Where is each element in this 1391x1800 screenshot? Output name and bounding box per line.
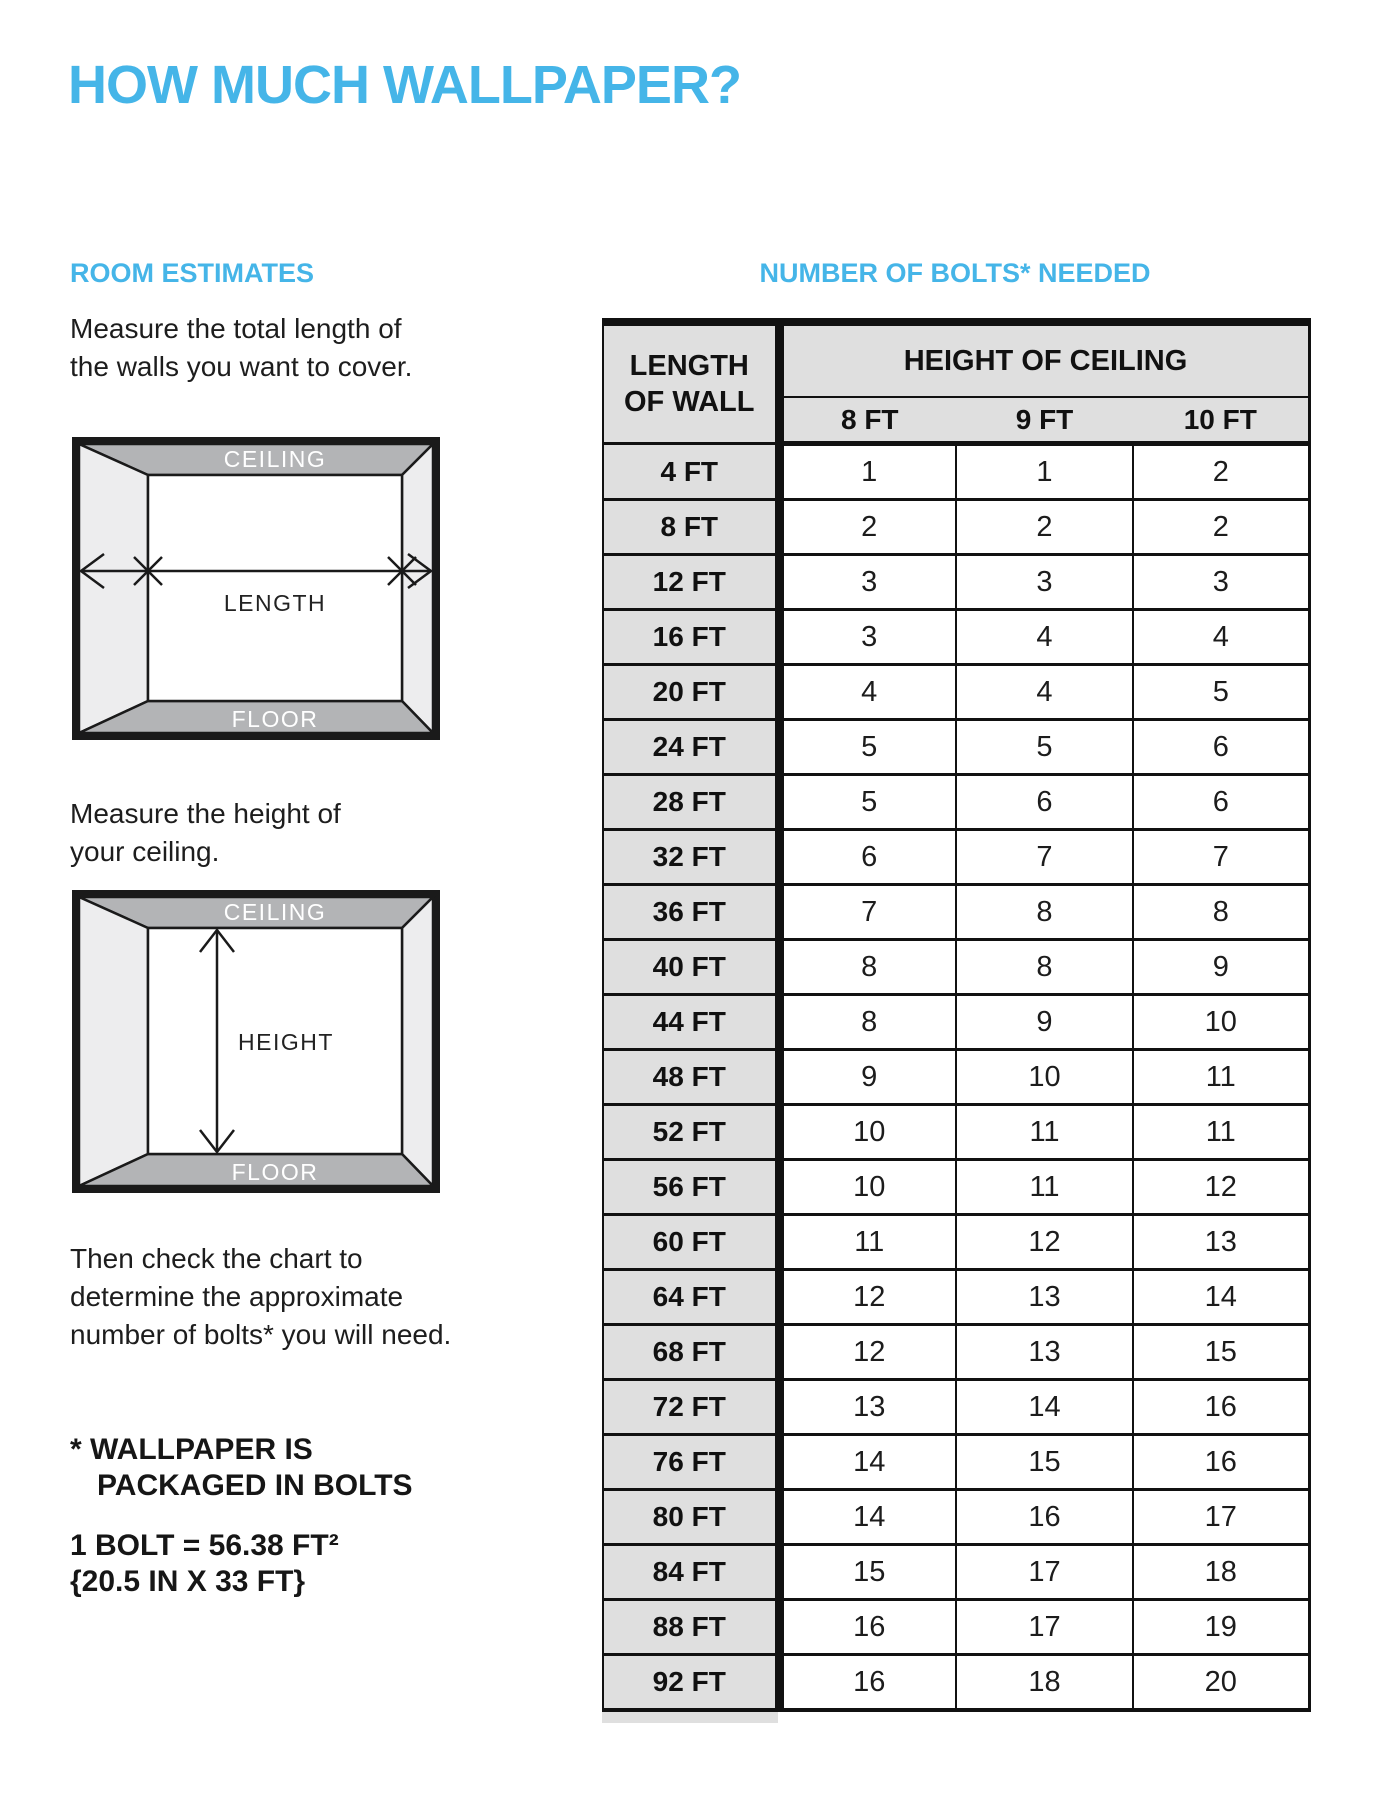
- row-label: 56 FT: [603, 1160, 779, 1215]
- col-header-10ft: 10 FT: [1133, 397, 1309, 444]
- bolt-count-cell: 1: [956, 444, 1133, 500]
- row-label: 52 FT: [603, 1105, 779, 1160]
- bolt-count-cell: 7: [1133, 830, 1309, 885]
- row-label: 64 FT: [603, 1270, 779, 1325]
- right-wall: [402, 897, 433, 1186]
- right-wall: [402, 444, 433, 733]
- bolt-count-cell: 8: [1133, 885, 1309, 940]
- table-header-row: [603, 322, 1309, 397]
- bolt-table-body: [603, 444, 1309, 1711]
- page-title: HOW MUCH WALLPAPER?: [68, 55, 741, 115]
- instruction-line: Measure the height of: [70, 798, 341, 829]
- table-row: [603, 830, 1309, 885]
- instruction-step1: [70, 310, 412, 386]
- table-row: [603, 1655, 1309, 1711]
- row-label: 4 FT: [603, 444, 779, 500]
- bolt-count-cell: 4: [956, 665, 1133, 720]
- row-label: 60 FT: [603, 1215, 779, 1270]
- bolt-count-cell: 8: [779, 995, 956, 1050]
- instruction-step2: [70, 795, 341, 871]
- row-label: 44 FT: [603, 995, 779, 1050]
- bolt-spec: [70, 1528, 339, 1600]
- bolt-count-cell: 6: [779, 830, 956, 885]
- bolt-spec-line: 1 BOLT = 56.38 FT²: [70, 1529, 339, 1562]
- row-label: 48 FT: [603, 1050, 779, 1105]
- instruction-line: your ceiling.: [70, 836, 220, 867]
- table-bottom-tab: [602, 1712, 778, 1723]
- bolt-count-cell: 5: [956, 720, 1133, 775]
- bolt-count-cell: 11: [1133, 1105, 1309, 1160]
- bolt-count-cell: 16: [779, 1600, 956, 1655]
- table-row: [603, 1435, 1309, 1490]
- bolt-count-cell: 2: [1133, 444, 1309, 500]
- bolt-count-cell: 8: [956, 940, 1133, 995]
- row-label: 28 FT: [603, 775, 779, 830]
- row-label: 88 FT: [603, 1600, 779, 1655]
- bolt-count-cell: 5: [779, 775, 956, 830]
- footnote-line: * WALLPAPER IS: [70, 1433, 313, 1466]
- instruction-line: determine the approximate: [70, 1281, 404, 1312]
- table-row: [603, 1600, 1309, 1655]
- table-row: [603, 555, 1309, 610]
- bolt-count-cell: 2: [956, 500, 1133, 555]
- bolt-count-cell: 6: [1133, 720, 1309, 775]
- bolt-count-cell: 16: [1133, 1435, 1309, 1490]
- room-length-diagram: [72, 437, 440, 740]
- row-axis-header: [603, 322, 779, 444]
- bolt-count-cell: 11: [956, 1105, 1133, 1160]
- bolt-count-cell: 14: [1133, 1270, 1309, 1325]
- bolt-count-cell: 11: [779, 1215, 956, 1270]
- bolt-count-cell: 16: [956, 1490, 1133, 1545]
- bolt-count-cell: 11: [956, 1160, 1133, 1215]
- bolt-count-cell: 4: [779, 665, 956, 720]
- bolt-count-cell: 13: [1133, 1215, 1309, 1270]
- col-axis-header: HEIGHT OF CEILING: [779, 322, 1309, 397]
- bolt-count-cell: 18: [1133, 1545, 1309, 1600]
- bolt-count-cell: 2: [1133, 500, 1309, 555]
- row-label: 72 FT: [603, 1380, 779, 1435]
- instruction-line: Then check the chart to: [70, 1243, 363, 1274]
- bolt-count-cell: 16: [1133, 1380, 1309, 1435]
- bolt-count-cell: 16: [779, 1655, 956, 1711]
- row-label: 32 FT: [603, 830, 779, 885]
- bolt-spec-line: {20.5 IN X 33 FT}: [70, 1565, 306, 1598]
- bolt-count-cell: 6: [1133, 775, 1309, 830]
- room-height-diagram: [72, 890, 440, 1193]
- length-label: LENGTH: [223, 590, 327, 616]
- bolt-count-cell: 15: [779, 1545, 956, 1600]
- bolt-count-cell: 7: [956, 830, 1133, 885]
- bolt-count-cell: 12: [779, 1325, 956, 1380]
- bolt-count-cell: 15: [956, 1435, 1133, 1490]
- table-row: [603, 775, 1309, 830]
- bolt-count-cell: 17: [956, 1545, 1133, 1600]
- bolt-table: [602, 318, 1311, 1712]
- bolt-count-cell: 9: [1133, 940, 1309, 995]
- bolt-count-cell: 10: [779, 1105, 956, 1160]
- table-row: [603, 1105, 1309, 1160]
- bolt-count-cell: 2: [779, 500, 956, 555]
- row-label: 92 FT: [603, 1655, 779, 1711]
- bolt-count-cell: 18: [956, 1655, 1133, 1711]
- left-wall: [79, 897, 148, 1186]
- bolt-count-cell: 12: [779, 1270, 956, 1325]
- height-label: HEIGHT: [238, 1029, 334, 1055]
- table-row: [603, 1270, 1309, 1325]
- back-wall: [148, 475, 402, 701]
- table-row: [603, 500, 1309, 555]
- col-header-9ft: 9 FT: [956, 397, 1133, 444]
- row-axis-line: LENGTH: [629, 350, 749, 382]
- row-label: 24 FT: [603, 720, 779, 775]
- bolt-count-cell: 3: [779, 555, 956, 610]
- wallpaper-footnote: [70, 1432, 413, 1504]
- row-label: 16 FT: [603, 610, 779, 665]
- table-row: [603, 1545, 1309, 1600]
- bolt-count-cell: 10: [1133, 995, 1309, 1050]
- table-row: [603, 720, 1309, 775]
- bolt-count-cell: 10: [956, 1050, 1133, 1105]
- bolt-count-cell: 10: [779, 1160, 956, 1215]
- instruction-line: number of bolts* you will need.: [70, 1319, 452, 1350]
- bolt-count-cell: 13: [779, 1380, 956, 1435]
- bolt-count-cell: 3: [1133, 555, 1309, 610]
- row-label: 8 FT: [603, 500, 779, 555]
- floor-label: FLOOR: [231, 706, 319, 732]
- bolt-count-cell: 6: [956, 775, 1133, 830]
- footnote-line: PACKAGED IN BOLTS: [97, 1469, 413, 1502]
- row-label: 20 FT: [603, 665, 779, 720]
- bolt-count-cell: 3: [779, 610, 956, 665]
- row-label: 36 FT: [603, 885, 779, 940]
- bolt-count-cell: 9: [779, 1050, 956, 1105]
- bolt-count-cell: 4: [1133, 610, 1309, 665]
- instruction-line: Measure the total length of: [70, 313, 402, 344]
- bolt-count-cell: 15: [1133, 1325, 1309, 1380]
- table-row: [603, 995, 1309, 1050]
- floor-label: FLOOR: [231, 1159, 319, 1185]
- bolt-count-cell: 7: [779, 885, 956, 940]
- instruction-step3: [70, 1240, 451, 1354]
- bolt-count-cell: 13: [956, 1325, 1133, 1380]
- bolt-count-cell: 9: [956, 995, 1133, 1050]
- table-row: [603, 1490, 1309, 1545]
- table-row: [603, 665, 1309, 720]
- bolt-count-cell: 4: [956, 610, 1133, 665]
- bolt-count-cell: 17: [1133, 1490, 1309, 1545]
- bolt-count-cell: 12: [1133, 1160, 1309, 1215]
- table-row: [603, 1215, 1309, 1270]
- table-row: [603, 444, 1309, 500]
- bolt-count-cell: 3: [956, 555, 1133, 610]
- table-row: [603, 610, 1309, 665]
- table-row: [603, 1050, 1309, 1105]
- bolt-count-cell: 5: [1133, 665, 1309, 720]
- table-row: [603, 1380, 1309, 1435]
- bolt-count-cell: 19: [1133, 1600, 1309, 1655]
- row-label: 84 FT: [603, 1545, 779, 1600]
- table-row: [603, 1160, 1309, 1215]
- bolt-count-cell: 1: [779, 444, 956, 500]
- bolt-count-cell: 11: [1133, 1050, 1309, 1105]
- bolt-count-cell: 8: [956, 885, 1133, 940]
- ceiling-label: CEILING: [223, 446, 327, 472]
- bolt-count-cell: 5: [779, 720, 956, 775]
- row-label: 12 FT: [603, 555, 779, 610]
- col-header-8ft: 8 FT: [779, 397, 956, 444]
- bolt-count-cell: 20: [1133, 1655, 1309, 1711]
- bolt-count-cell: 14: [779, 1435, 956, 1490]
- bolt-count-cell: 14: [779, 1490, 956, 1545]
- left-wall: [79, 444, 148, 733]
- bolt-count-cell: 13: [956, 1270, 1133, 1325]
- row-label: 76 FT: [603, 1435, 779, 1490]
- row-label: 80 FT: [603, 1490, 779, 1545]
- instruction-line: the walls you want to cover.: [70, 351, 413, 382]
- bolt-table-heading: NUMBER OF BOLTS* NEEDED: [759, 258, 1151, 288]
- room-estimates-heading: ROOM ESTIMATES: [70, 258, 315, 288]
- table-row: [603, 1325, 1309, 1380]
- row-axis-line: OF WALL: [624, 386, 755, 418]
- bolt-count-cell: 14: [956, 1380, 1133, 1435]
- table-row: [603, 940, 1309, 995]
- ceiling-label: CEILING: [223, 899, 327, 925]
- row-label: 40 FT: [603, 940, 779, 995]
- bolt-count-cell: 12: [956, 1215, 1133, 1270]
- table-row: [603, 885, 1309, 940]
- bolt-count-cell: 8: [779, 940, 956, 995]
- row-label: 68 FT: [603, 1325, 779, 1380]
- bolt-count-cell: 17: [956, 1600, 1133, 1655]
